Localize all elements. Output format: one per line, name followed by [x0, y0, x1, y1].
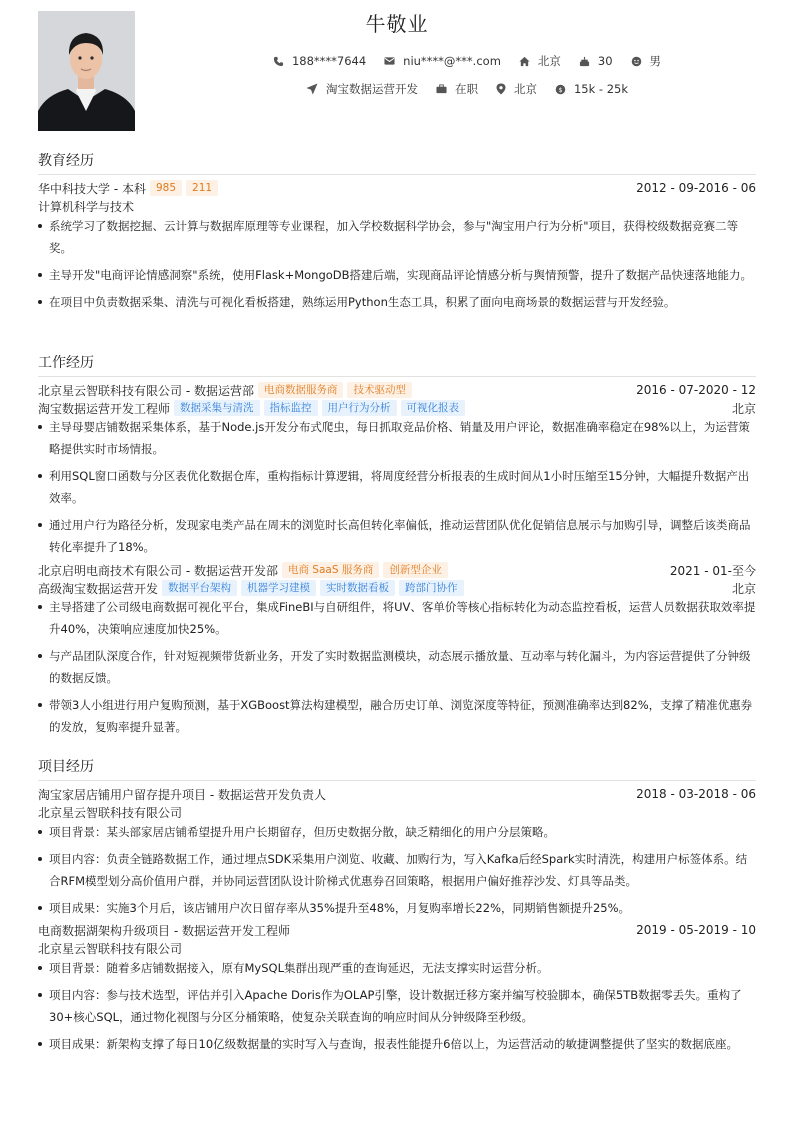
job-head: [38, 381, 756, 399]
company-name: 北京启明电商技术有限公司 - 数据运营开发部: [38, 563, 278, 578]
project-company-row: [38, 939, 756, 957]
cake-icon: [579, 56, 590, 67]
list-item: 在项目中负责数据采集、清洗与可视化看板搭建，熟练运用Python生态工具，积累了面向电商场景的数据运营与开发经验。: [38, 291, 756, 313]
age-text: 30: [597, 54, 613, 68]
contact-row: [140, 53, 794, 69]
job-position: 高级淘宝数据运营开发: [38, 581, 159, 596]
briefcase-icon: [436, 84, 447, 94]
company-tag: 创新型企业: [383, 562, 448, 578]
list-item: 主导搭建了公司级电商数据可视化平台，集成FineBI与自研组件，将UV、客单价等核心指标转化为动态监控看板，运营人员数据获取效率提升40%，决策响应速度加快25%。: [38, 596, 756, 640]
company-tag: 电商数据服务商: [258, 382, 344, 398]
skill-tag: 机器学习建模: [241, 580, 316, 596]
status-item: [436, 81, 478, 97]
svg-text:$: $: [558, 85, 563, 94]
project-head: [38, 785, 756, 803]
city-text: 北京: [537, 54, 561, 68]
company-tag: 技术驱动型: [347, 382, 412, 398]
status-text: 在职: [454, 82, 478, 96]
email-item: [384, 54, 501, 68]
education-period: 2012 - 09-2016 - 06: [636, 181, 756, 195]
target-job-text: 淘宝数据运营开发: [325, 82, 418, 96]
skill-tag: 数据平台架构: [162, 580, 237, 596]
project-name: 淘宝家居店铺用户留存提升项目 - 数据运营开发负责人: [38, 787, 326, 802]
skill-tag: 数据采集与清洗: [174, 400, 260, 416]
job-head: [38, 561, 756, 579]
salary-item: [555, 82, 628, 96]
target-city-item: [496, 81, 537, 97]
list-item: 带领3人小组进行用户复购预测，基于XGBoost算法构建模型，融合历史订单、浏览深度等特征，预测准确率达到82%，支撑了精准优惠券的发放，复购率提升显著。: [38, 694, 756, 738]
list-item: 项目成果：新架构支撑了每日10亿级数据量的实时写入与查询，报表性能提升6倍以上，为运营活动的敏捷调整提供了坚实的数据底座。: [38, 1033, 756, 1055]
list-item: 项目背景：某头部家居店铺希望提升用户长期留存，但历史数据分散，缺乏精细化的用户分层策略。: [38, 821, 756, 843]
gender-item: [631, 53, 662, 69]
job-bullets: [38, 596, 756, 743]
skill-tag: 可视化报表: [401, 400, 466, 416]
list-item: 项目成果：实施3个月后，该店铺用户次日留存率从35%提升至48%，月复购率增长22%，同期销售额提升25%。: [38, 897, 756, 919]
job-position-row: [38, 399, 756, 417]
send-icon: [306, 83, 318, 95]
list-item: 与产品团队深度合作，针对短视频带货新业务，开发了实时数据监测模块，动态展示播放量、互动率与转化漏斗，为内容运营提供了分钟级的数据反馈。: [38, 645, 756, 689]
education-head: [38, 179, 756, 197]
job-location: 北京: [731, 401, 756, 416]
list-item: 利用SQL窗口函数与分区表优化数据仓库，重构指标计算逻辑，将周度经营分析报表的生成时间从1小时压缩至15分钟，大幅提升数据产出效率。: [38, 465, 756, 509]
user-face-icon: [631, 56, 642, 67]
project-bullets: [38, 821, 756, 924]
age-item: [579, 54, 613, 68]
mail-icon: [384, 56, 395, 66]
company-name: 北京星云智联科技有限公司 - 数据运营部: [38, 383, 254, 398]
company-tag: 电商 SaaS 服务商: [282, 562, 379, 578]
target-job-item: [306, 81, 418, 97]
skill-tag: 实时数据看板: [320, 580, 395, 596]
target-city-text: 北京: [513, 82, 537, 96]
home-icon: [519, 56, 530, 67]
phone-item: [273, 54, 366, 68]
job-period: 2021 - 01-至今: [669, 563, 756, 578]
project-period: 2019 - 05-2019 - 10: [636, 923, 756, 937]
project-bullets: [38, 957, 756, 1060]
school-name: 华中科技大学 - 本科: [38, 181, 146, 196]
salary-text: 15k - 25k: [573, 82, 629, 96]
email-text: niu****@***.com: [403, 54, 501, 68]
job-location: 北京: [731, 581, 756, 596]
project-company: 北京星云智联科技有限公司: [38, 941, 183, 956]
list-item: 项目内容：负责全链路数据工作，通过埋点SDK采集用户浏览、收藏、加购行为，写入Kafka后经Spark实时清洗，构建用户标签体系。结合RFM模型划分高价值用户群，并协同运营团队设计阶梯式优惠券召回策略，根据用户偏好推荐沙发、灯具等品类。: [38, 848, 756, 892]
project-head: [38, 921, 756, 939]
job-bullets: [38, 416, 756, 563]
phone-icon: [273, 56, 284, 67]
skill-tag: 跨部门协作: [399, 580, 464, 596]
location-pin-icon: [496, 83, 506, 95]
school-tag: 211: [186, 180, 218, 196]
list-item: 主导开发"电商评论情感洞察"系统，使用Flask+MongoDB搭建后端，实现商品评论情感分析与舆情预警，提升了数据产品快速落地能力。: [38, 264, 756, 286]
education-section-title: 教育经历: [38, 150, 756, 175]
job-position: 淘宝数据运营开发工程师: [38, 401, 171, 416]
gender-text: 男: [649, 54, 662, 68]
project-name: 电商数据湖架构升级项目 - 数据运营开发工程师: [38, 923, 290, 938]
list-item: 系统学习了数据挖掘、云计算与数据库原理等专业课程，加入学校数据科学协会，参与"淘宝用户行为分析"项目，获得校级数据竞赛二等奖。: [38, 215, 756, 259]
job-position-row: [38, 579, 756, 597]
candidate-name: 牛敬业: [365, 12, 429, 36]
school-tag: 985: [150, 180, 182, 196]
project-company: 北京星云智联科技有限公司: [38, 805, 183, 820]
skill-tag: 用户行为分析: [322, 400, 397, 416]
list-item: 项目背景：随着多店铺数据接入，原有MySQL集群出现严重的查询延迟，无法支撑实时运营分析。: [38, 957, 756, 979]
major-row: [38, 197, 756, 215]
major-name: 计算机科学与技术: [38, 199, 135, 214]
job-intent-row: [140, 81, 794, 97]
project-period: 2018 - 03-2018 - 06: [636, 787, 756, 801]
education-bullets: [38, 215, 756, 318]
skill-tag: 指标监控: [264, 400, 318, 416]
phone-text: 188****7644: [291, 54, 367, 68]
projects-section-title: 项目经历: [38, 756, 756, 781]
list-item: 项目内容：参与技术选型，评估并引入Apache Doris作为OLAP引擎，设计数据迁移方案并编写校验脚本，确保5TB数据零丢失。重构了30+核心SQL，通过物化视图与分区分桶策略，使复杂关联查询的响应时间从分钟级降至秒级。: [38, 984, 756, 1028]
list-item: 主导母婴店铺数据采集体系，基于Node.js开发分布式爬虫，每日抓取竞品价格、销量及用户评论，数据准确率稳定在98%以上，为运营策略提供实时市场情报。: [38, 416, 756, 460]
city-item: [519, 53, 561, 69]
list-item: 通过用户行为路径分析，发现家电类产品在周末的浏览时长高但转化率偏低，推动运营团队优化促销信息展示与加购引导，调整后该类商品转化率提升了18%。: [38, 514, 756, 558]
project-company-row: [38, 803, 756, 821]
money-icon: [555, 84, 566, 95]
work-section-title: 工作经历: [38, 352, 756, 377]
job-period: 2016 - 07-2020 - 12: [636, 383, 756, 397]
